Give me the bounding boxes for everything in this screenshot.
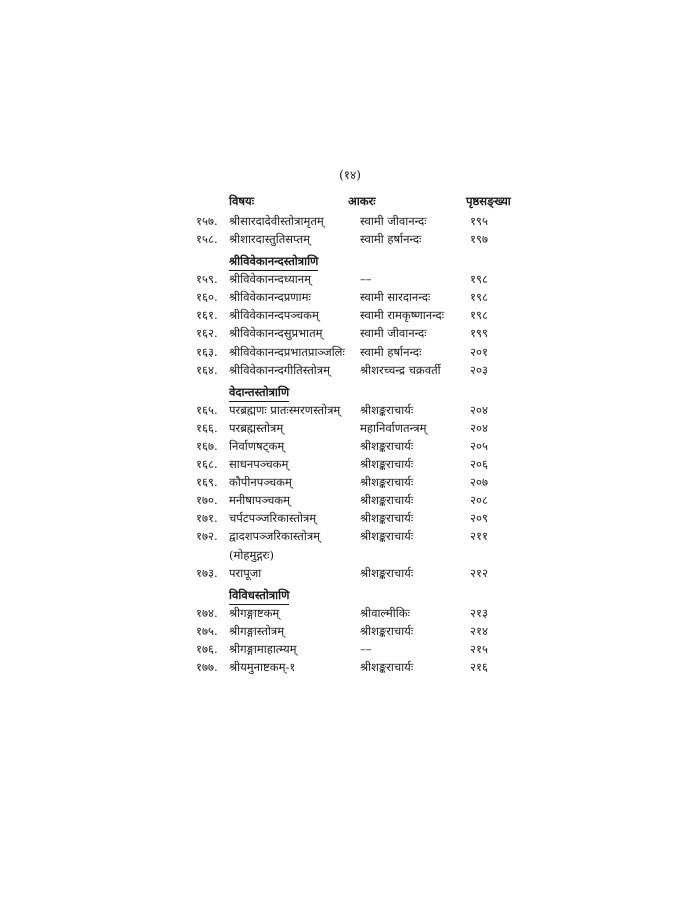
list-item [0,642,700,660]
item-page: २०६ [470,457,488,472]
item-title: श्रीविवेकानन्दगीतिस्तोत्रम् [229,362,330,377]
header-source: आकरः [348,194,376,208]
item-source: श्रीशङ्कराचार्यः [360,565,414,580]
item-source: श्रीशङ्कराचार्यः [360,659,414,674]
item-page: १९९ [470,326,488,341]
item-number: १६१. [196,308,218,323]
item-number: १७१. [196,511,218,526]
item-number: १७२. [196,529,218,544]
contents-list [0,214,700,678]
item-title: परापूजा [229,565,262,580]
list-item-continuation [0,548,700,566]
item-source: श्रीशङ्कराचार्यः [360,438,414,453]
item-source: श्रीशङ्कराचार्यः [360,529,414,544]
item-number: १५७. [196,214,218,228]
list-item [0,660,700,678]
list-item [0,493,700,511]
item-title: साधनपञ्चकम् [229,457,289,472]
item-source: श्रीशङ्कराचार्यः [360,457,414,472]
section-heading-row [0,584,700,606]
list-item [0,566,700,584]
list-item [0,308,700,326]
header-pages: पृष्ठसङ्ख्या [466,194,511,208]
item-page: २१६ [470,659,488,674]
item-number: १६७. [196,438,218,453]
item-number: १६८. [196,457,218,472]
item-page: २११ [470,529,488,544]
item-number: १७०. [196,493,218,508]
item-title: श्रीगङ्गास्तोत्रम् [229,623,285,638]
item-source: स्वामी हर्षानन्दः [360,344,422,359]
item-number: १७५. [196,623,218,638]
item-source: स्वामी जीवानन्दः [360,326,427,341]
item-title: श्रीगङ्गामाहात्म्यम् [229,641,297,656]
section-heading: विविधस्तोत्राणि [229,588,289,605]
list-item [0,457,700,475]
item-source: –– [360,641,372,656]
item-source: श्रीशङ्कराचार्यः [360,493,414,508]
item-number: १६२. [196,326,218,341]
item-page: १९८ [470,290,488,305]
item-source: स्वामी सारदानन्दः [360,290,431,305]
item-title: परब्रह्मणः प्रातःस्मरणस्तोत्रम् [229,402,341,417]
list-item [0,511,700,529]
item-page: २०४ [470,420,488,435]
item-title: श्रीशारदास्तुतिसप्तम् [229,232,311,247]
item-source: श्रीशङ्कराचार्यः [360,623,414,638]
list-item [0,214,700,232]
item-number: १५९. [196,272,218,287]
item-source: स्वामी जीवानन्दः [360,214,427,228]
item-title: श्रीयमुनाष्टकम्-१ [229,659,296,674]
item-title: श्रीविवेकानन्दप्रणामः [229,290,311,305]
list-item [0,606,700,624]
list-item [0,439,700,457]
item-title: श्रीगङ्गाष्टकम् [229,605,280,620]
item-page: २१५ [470,641,488,656]
item-title: श्रीसारदादेवीस्तोत्रामृतम् [229,214,324,228]
list-item [0,529,700,547]
item-source: श्रीवाल्मीकिः [360,605,410,620]
item-source: श्रीशरच्चन्द्र चक्रवर्ती [360,362,441,377]
item-number: १६६. [196,420,218,435]
item-number: १७४. [196,605,218,620]
item-page: १९५ [470,214,488,228]
item-page: २१४ [470,623,488,638]
section-heading-row [0,381,700,403]
item-page: २१२ [470,565,488,580]
item-source: –– [360,272,372,287]
item-page: २०३ [470,362,488,377]
item-source: श्रीशङ्कराचार्यः [360,475,414,490]
item-page: १९८ [470,272,488,287]
item-title: श्रीविवेकानन्दप्रभातप्राञ्जलिः [229,344,345,359]
item-page: २०७ [470,475,488,490]
item-number: १७७. [196,659,218,674]
item-title: निर्वाणषट्कम् [229,438,285,453]
page-number: (१४) [339,168,361,182]
list-item [0,624,700,642]
item-title: मनीषापञ्चकम् [229,493,291,508]
item-page: २०१ [470,344,488,359]
item-page: २१३ [470,605,488,620]
item-number: १७६. [196,641,218,656]
item-title: द्वादशपञ्जरिकास्तोत्रम् [229,529,321,544]
section-heading: वेदान्तस्तोत्राणि [229,385,289,402]
list-item [0,421,700,439]
list-item [0,232,700,250]
item-page: २०८ [470,493,488,508]
section-heading: श्रीविवेकानन्दस्तोत्राणि [229,254,318,271]
list-item [0,363,700,381]
item-number: १६९. [196,475,218,490]
section-heading-row [0,250,700,272]
item-number: १६३. [196,344,218,359]
item-page: २०४ [470,402,488,417]
item-source: स्वामी हर्षानन्दः [360,232,422,247]
item-title: श्रीविवेकानन्दध्यानम् [229,272,311,287]
list-item [0,403,700,421]
list-item [0,345,700,363]
header-subject: विषयः [229,194,255,208]
item-page: १९७ [470,232,488,247]
item-title-continuation: (मोहमुद्गरः) [229,547,274,562]
item-number: १६०. [196,290,218,305]
list-item [0,272,700,290]
item-number: १७३. [196,565,218,580]
item-title: परब्रह्मस्तोत्रम् [229,420,284,435]
list-item [0,290,700,308]
item-number: १६५. [196,402,218,417]
item-page: १९८ [470,308,488,323]
item-page: २०५ [470,438,488,453]
item-source: महानिर्वाणतन्त्रम् [360,420,427,435]
item-title: श्रीविवेकानन्दपञ्चकम् [229,308,319,323]
item-title: श्रीविवेकानन्दसुप्रभातम् [229,326,323,341]
item-number: १६४. [196,362,218,377]
item-title: चर्पटपञ्जरिकास्तोत्रम् [229,511,317,526]
table-header [0,194,700,212]
list-item [0,475,700,493]
item-number: १५८. [196,232,218,247]
item-source: श्रीशङ्कराचार्यः [360,511,414,526]
item-source: श्रीशङ्कराचार्यः [360,402,414,417]
item-title: कौपीनपञ्चकम् [229,475,292,490]
item-source: स्वामी रामकृष्णानन्दः [360,308,445,323]
item-page: २०९ [470,511,488,526]
list-item [0,326,700,344]
